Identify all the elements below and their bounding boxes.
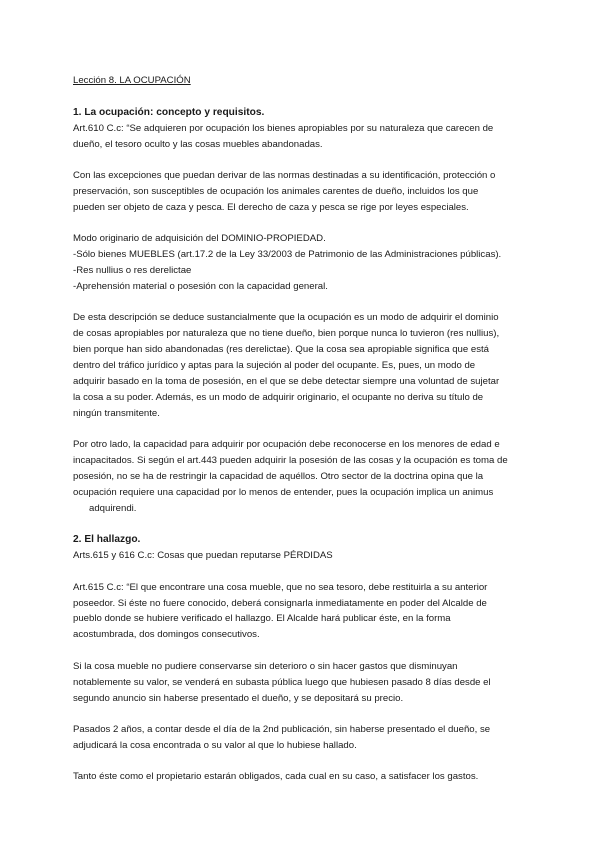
- text-line: dueño, el tesoro oculto y las cosas muebles abandonadas.: [73, 138, 323, 150]
- text-line: De esta descripción se deduce sustancialmente que la ocupación es un modo de adquirir el dominio: [73, 312, 499, 324]
- text-line: Si la cosa mueble no pudiere conservarse sin deterioro o sin hacer gastos que disminuyan: [73, 660, 458, 672]
- text-line: dentro del tráfico jurídico y aptas para la sujeción al poder del ocupante. Es, pues, un modo de: [73, 360, 476, 372]
- text-line: ningún transmitente.: [73, 407, 160, 419]
- text-line: notablemente su valor, se venderá en subasta pública luego que hubiesen pasado 8 días desde el: [73, 676, 491, 688]
- art-615-paragraph: [73, 580, 523, 644]
- text-line: pueblo donde se hubiere verificado el hallazgo. El Alcalde hará publicar éste, en la forma: [73, 613, 451, 625]
- text-line: -Sólo bienes MUEBLES (art.17.2 de la Ley 33/2003 de Patrimonio de las Administraciones públicas).: [73, 249, 502, 261]
- section-2-title: 2. El hallazgo.: [73, 534, 141, 546]
- text-line: Por otro lado, la capacidad para adquirir por ocupación debe reconocerse en los menores de edad e: [73, 439, 500, 451]
- acquisition-mode-paragraph: [73, 231, 523, 295]
- text-line: bien porque han sido abandonadas (res derelictae). Que la cosa sea apropiable significa que está: [73, 344, 490, 356]
- text-line: posesión, no se ha de restringir la capacidad de aquéllos. Otro sector de la doctrina opina que la: [73, 471, 484, 483]
- capacity-paragraph: [73, 437, 523, 517]
- lesson-title: Lección 8. LA OCUPACIÓN: [73, 75, 191, 86]
- text-line: poseedor. Si éste no fuere conocido, deberá consignarla inmediatamente en poder del Alcalde de: [73, 597, 487, 609]
- description-paragraph: [73, 310, 523, 421]
- text-line: acostumbrada, dos domingos consecutivos.: [73, 629, 260, 641]
- expenses-paragraph: [73, 769, 523, 785]
- text-line: ocupación requiere una capacidad por lo menos de entender, pues la ocupación implica un animus: [73, 487, 494, 499]
- document-body: [73, 73, 523, 785]
- two-years-paragraph: [73, 722, 523, 754]
- text-line: -Aprehensión material o posesión con la capacidad general.: [73, 281, 328, 293]
- art-610-paragraph: [73, 121, 523, 153]
- text-line: Tanto éste como el propietario estarán obligados, cada cual en su caso, a satisfacer los gastos.: [73, 771, 479, 783]
- text-line: Art.615 C.c: “El que encontrare una cosa mueble, que no sea tesoro, debe restituirla a su anterior: [73, 581, 488, 593]
- text-line: Pasados 2 años, a contar desde el día de la 2nd publicación, sin haberse presentado el dueño, se: [73, 724, 491, 735]
- exceptions-paragraph: [73, 168, 523, 216]
- text-line: preservación, son susceptibles de ocupación los animales carentes de dueño, incluidos los que: [73, 186, 479, 198]
- text-line: segundo anuncio sin haberse presentado el dueño, y se depositará su precio.: [73, 692, 404, 704]
- text-line: la cosa a su poder. Además, es un modo de adquirir originario, el ocupante no deriva su título de: [73, 392, 484, 403]
- text-line: Art.610 C.c: “Se adquieren por ocupación los bienes apropiables por su naturaleza que carecen de: [73, 122, 494, 134]
- auction-paragraph: [73, 659, 523, 707]
- text-line: -Res nullius o res derelictae: [73, 265, 192, 277]
- text-line: adjudicará la cosa encontrada o su valor al que lo hubiese hallado.: [73, 739, 357, 751]
- text-line: de cosas apropiables por naturaleza que no tiene dueño, bien porque nunca lo tuvieron (res nullius),: [73, 328, 500, 340]
- arts-615-616-line: Arts.615 y 616 C.c: Cosas que puedan reputarse PÉRDIDAS: [73, 550, 333, 562]
- section-1-title: 1. La ocupación: concepto y requisitos.: [73, 106, 265, 118]
- text-line: adquirendi.: [89, 502, 137, 514]
- text-line: incapacitados. Si según el art.443 pueden adquirir la posesión de las cosas y la ocupación es toma de: [73, 455, 508, 467]
- text-line: adquirir basado en la toma de posesión, en el que se debe detectar siempre una voluntad de sujetar: [73, 376, 500, 388]
- text-line: Modo originario de adquisición del DOMINIO-PROPIEDAD.: [73, 233, 326, 245]
- text-line: Con las excepciones que puedan derivar de las normas destinadas a su identificación, protección o: [73, 170, 496, 182]
- text-line: pueden ser objeto de caza y pesca. El derecho de caza y pesca se rige por leyes especiales.: [73, 201, 469, 213]
